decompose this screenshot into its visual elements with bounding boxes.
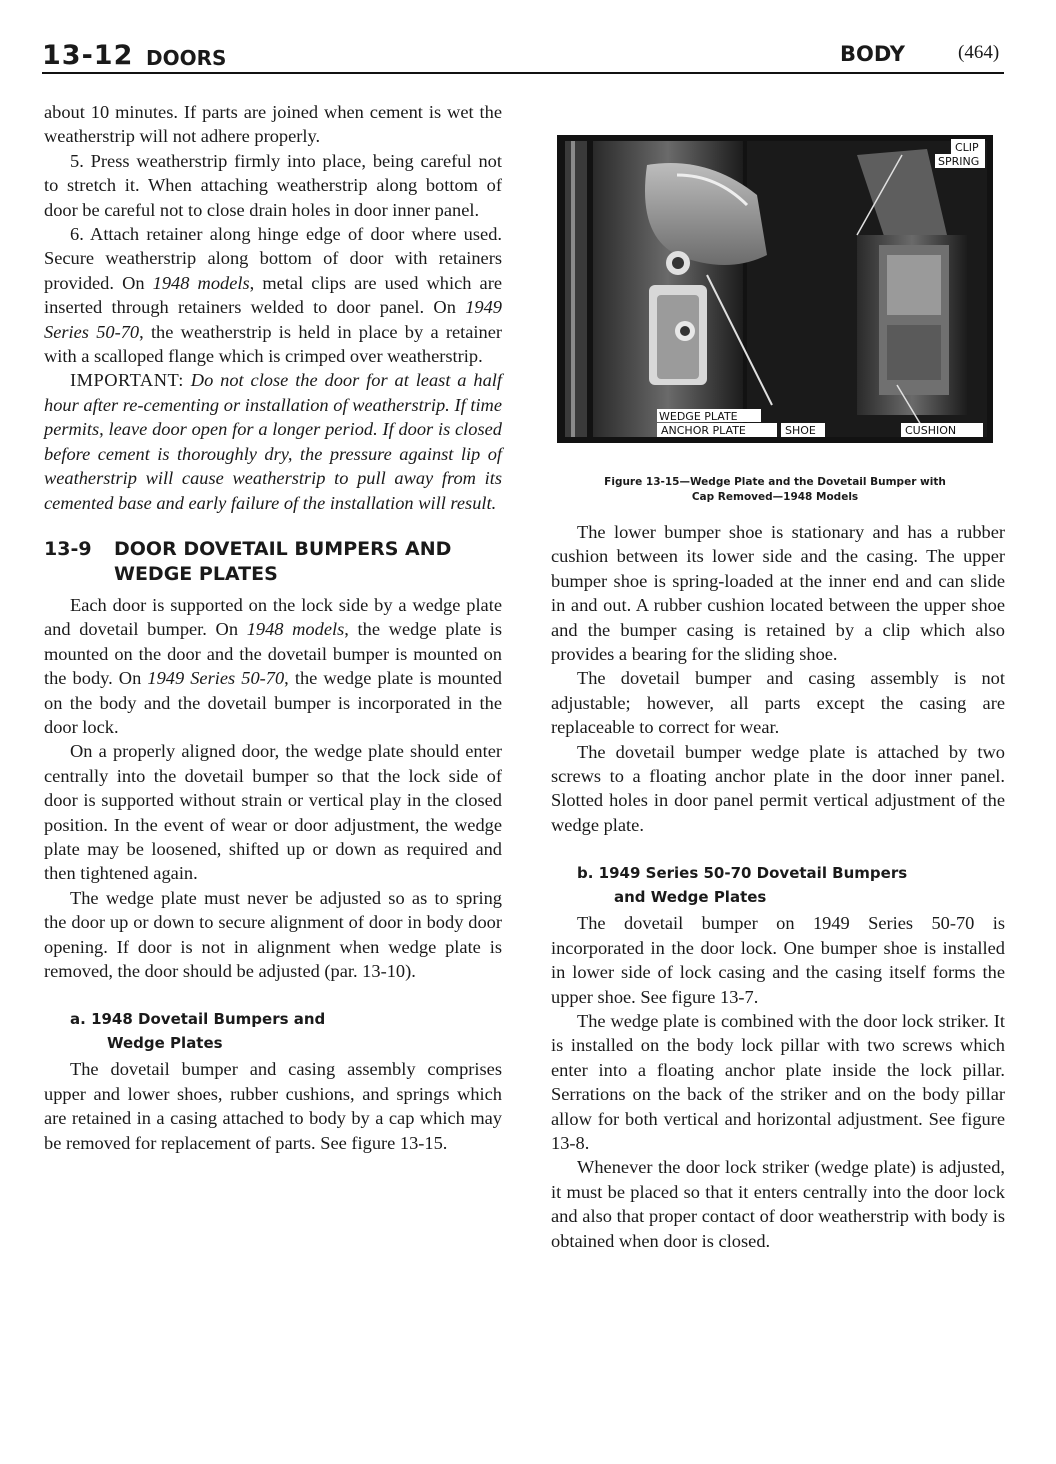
page-number: (464)	[958, 42, 1000, 63]
label-cushion: CUSHION	[905, 424, 957, 437]
paragraph: The lower bumper shoe is stationary and has a rubber cushion between its lower side and the casing. The upper bumper shoe is spring-loaded at the inner end and can slide in and out. A rubber cushion located between the upper shoe and the bumper casing is retained by a clip which also provides a bearing for the sliding shoe.	[551, 522, 1005, 665]
figure-caption: Figure 13-15—Wedge Plate and the Dovetail Bumper with Cap Removed—1948 Models	[604, 476, 946, 503]
left-column	[44, 100, 502, 1155]
label-clip: CLIP	[955, 141, 979, 154]
paragraph: The dovetail bumper on 1949 Series 50-70 is incorporated in the door lock. One bumper shoe is installed in lower side of lock casing and the casing itself forms the upper shoe. See figure 13-7.	[551, 913, 1005, 1007]
paragraph: Whenever the door lock striker (wedge plate) is adjusted, it must be placed so that it enters centrally into the door lock and also that proper contact of door weatherstrip with body is obtained when door is closed.	[551, 1157, 1005, 1251]
label-wedge-plate: WEDGE PLATE	[659, 410, 738, 423]
paragraph: The dovetail bumper wedge plate is attached by two screws to a floating anchor plate in the door inner panel. Slotted holes in door panel permit vertical adjustment of the wedge plate.	[551, 741, 1005, 835]
paragraph: about 10 minutes. If parts are joined when cement is wet the weatherstrip will not adhere properly.	[44, 102, 502, 147]
subsection-heading: a. 1948 Dovetail Bumpers and Wedge Plates	[70, 1010, 326, 1053]
chapter-number: 13-12	[42, 40, 134, 71]
paragraph: The dovetail bumper and casing assembly comprises upper and lower shoes, rubber cushions, and springs which are retained in a casing attached to body by a cap which may be removed for replacement of parts. See figure 13-15.	[44, 1059, 502, 1153]
label-shoe: SHOE	[785, 424, 816, 437]
right-column	[551, 520, 1005, 1253]
door-bumper-illustration	[557, 135, 993, 443]
paragraph: The wedge plate must never be adjusted so as to spring the door up or down to secure alignment of door in body door opening. If door is not in alignment when wedge plate is removed, the door should be adjusted (par. 13-10).	[44, 887, 502, 981]
label-spring: SPRING	[938, 155, 980, 168]
section-title: DOORS	[146, 46, 227, 70]
section-heading: 13-9 DOOR DOVETAIL BUMPERS AND WEDGE PLATES	[44, 537, 452, 585]
paragraph: The dovetail bumper and casing assembly is not adjustable; however, all parts except the casing are replaceable to correct for wear.	[551, 668, 1005, 738]
subsection-heading: b. 1949 Series 50-70 Dovetail Bumpers and Wedge Plates	[577, 864, 908, 907]
paragraph: On a properly aligned door, the wedge plate should enter centrally into the dovetail bumper so that the lock side of door is supported without strain or vertical play in the closed position. In the event of wear or door adjustment, the wedge plate may be loosened, shifted up or down as required and then tightened again.	[44, 741, 502, 884]
important-label: IMPORTANT:	[70, 370, 184, 391]
page-header	[42, 38, 1004, 74]
paragraph: The wedge plate is combined with the door lock striker. It is installed on the body lock pillar with two screws which enter into a floating anchor plate inside the lock pillar. Serrations on the back of the striker and on the body pillar allow for both vertical and horizontal adjustment. See figure 13-8.	[551, 1010, 1005, 1153]
figure-photo	[557, 135, 993, 443]
important-note	[44, 368, 502, 514]
important-text: Do not close the door for at least a half hour after re-cementing or installation of weatherstrip. If time permits, leave door open for a longer period. If door is closed before cement is thoroughly dry, the pressure against lip of weatherstrip will cause weatherstrip to pull away from its cemented base and early failure of the installation will result.	[44, 370, 502, 513]
paragraph: 6. Attach retainer along hinge edge of door where used. Secure weatherstrip along bottom of door with retainers provided. On 1948 models, metal clips are used which are inserted through retainers welded to door panel. On 1949 Series 50-70, the weatherstrip is held in place by a retainer with a scalloped flange which is crimped over weatherstrip.	[44, 224, 502, 367]
paragraph: 5. Press weatherstrip firmly into place, being careful not to stretch it. When attaching weatherstrip along bottom of door be careful not to close drain holes in door inner panel.	[44, 150, 502, 220]
label-anchor-plate: ANCHOR PLATE	[661, 424, 746, 437]
category-title: BODY	[840, 42, 905, 66]
paragraph: Each door is supported on the lock side by a wedge plate and dovetail bumper. On 1948 models, the wedge plate is mounted on the door and the dovetail bumper is mounted on the body. On 1949 Series 50-70, the wedge plate is mounted on the body and the dovetail bumper is incorporated in the door lock.	[44, 594, 503, 737]
